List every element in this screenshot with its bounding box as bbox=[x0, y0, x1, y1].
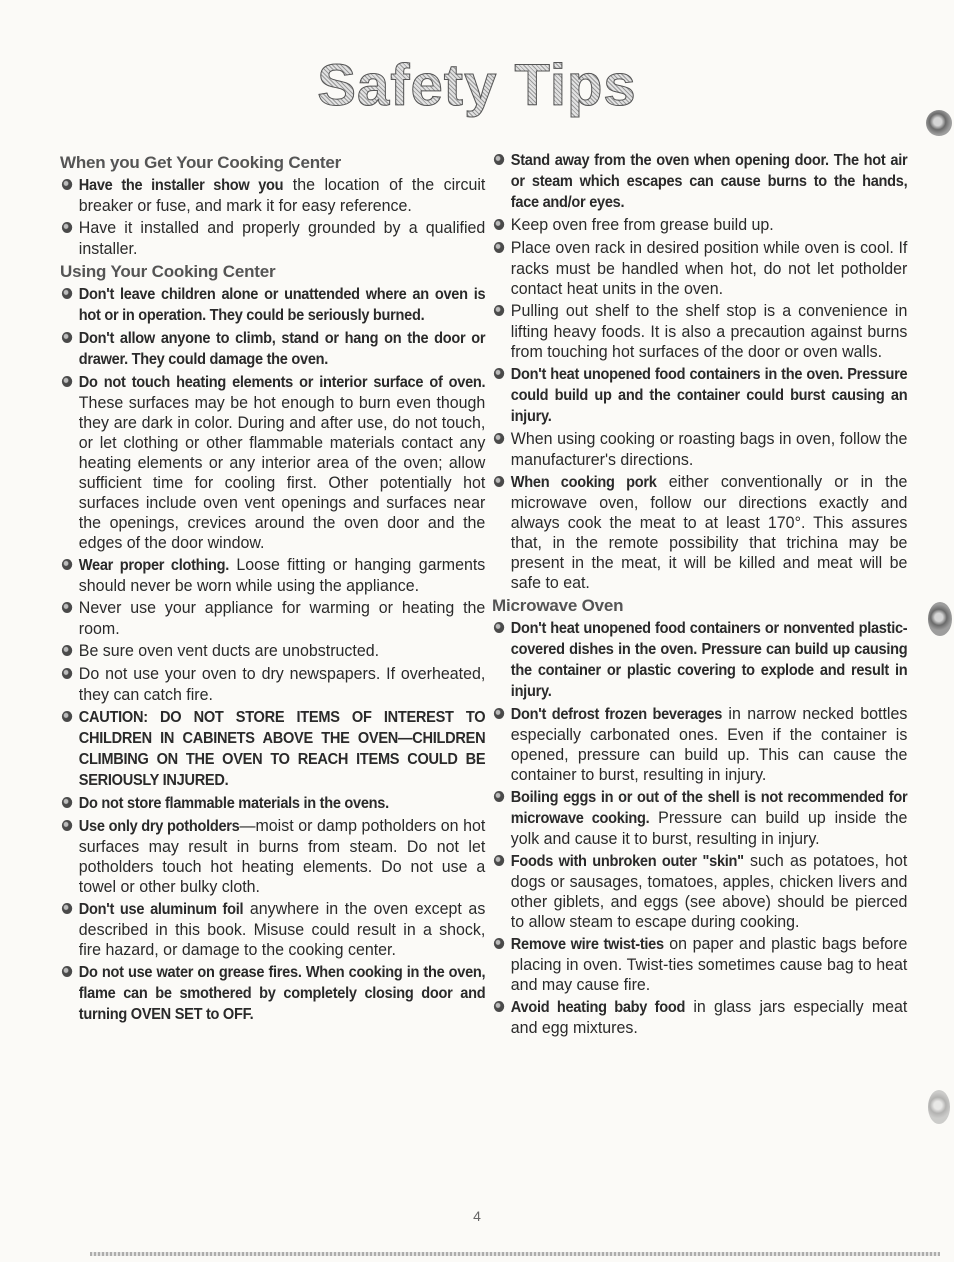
tip-item bbox=[60, 175, 485, 216]
tip-bold-text: Wear proper clothing. bbox=[78, 557, 230, 574]
left-column bbox=[60, 150, 486, 1027]
round-bullet-icon bbox=[494, 476, 504, 487]
tip-item bbox=[492, 618, 907, 702]
tip-bold-text: Boiling eggs in or out of the shell is not recommended for microwave cooking. bbox=[510, 789, 908, 827]
tip-text: on paper and plastic bags before placing in oven. Twist-ties sometimes cause bag to heat and may cause fire. bbox=[510, 934, 908, 994]
tip-item bbox=[492, 238, 907, 299]
scan-artifact-line bbox=[90, 1252, 940, 1256]
round-bullet-icon bbox=[494, 154, 504, 165]
tip-item bbox=[60, 899, 485, 960]
tip-text: the location of the circuit breaker or fuse, and mark it for easy reference. bbox=[78, 175, 486, 215]
tip-bold-text: Have the installer show you bbox=[78, 177, 284, 194]
tip-bold-text: Use only dry potholders bbox=[78, 818, 240, 835]
tip-bold-text: Do not touch heating elements or interior surface of oven. bbox=[78, 374, 486, 391]
tip-text: Do not use your oven to dry newspapers. If overheated, they can catch fire. bbox=[78, 664, 486, 704]
tip-item bbox=[60, 555, 485, 596]
round-bullet-icon bbox=[62, 645, 72, 656]
round-bullet-icon bbox=[494, 791, 504, 802]
tip-text: such as potatoes, hot dogs or sausages, tomatoes, apples, chicken livers and other giblets, and eggs (see above) should be pierced to allow steam to escape during cooking. bbox=[510, 851, 908, 931]
get-tips-list bbox=[60, 175, 486, 259]
round-bullet-icon bbox=[494, 855, 504, 866]
tip-bold-text: When cooking pork bbox=[510, 474, 657, 491]
tip-item bbox=[60, 284, 485, 326]
tip-text: Pressure can build up inside the yolk and cause it to burst, resulting in injury. bbox=[510, 808, 908, 848]
using-tips-list-right bbox=[492, 150, 908, 593]
tip-bold-text: Foods with unbroken outer "skin" bbox=[510, 853, 744, 870]
tip-bold-text: CAUTION: DO NOT STORE ITEMS OF INTEREST TO CHILDREN IN CABINETS ABOVE THE OVEN—CHILDREN CLIMBING ON THE OVEN TO REACH ITEMS COULD BE SERIOUSLY INJURED. bbox=[78, 709, 486, 789]
tip-item bbox=[492, 364, 907, 427]
tip-item bbox=[492, 429, 907, 470]
page-title: Safety Tips bbox=[0, 52, 954, 119]
round-bullet-icon bbox=[62, 179, 72, 190]
round-bullet-icon bbox=[494, 433, 504, 444]
tip-item bbox=[492, 301, 907, 362]
round-bullet-icon bbox=[62, 797, 72, 808]
tip-text: Have it installed and properly grounded by a qualified installer. bbox=[78, 218, 486, 258]
round-bullet-icon bbox=[494, 708, 504, 719]
page-number: 4 bbox=[473, 1208, 481, 1224]
round-bullet-icon bbox=[62, 559, 72, 570]
round-bullet-icon bbox=[62, 711, 72, 722]
round-bullet-icon bbox=[62, 820, 72, 831]
tip-bold-text: Don't allow anyone to climb, stand or hang on the door or drawer. They could damage the oven. bbox=[78, 330, 486, 368]
tip-item bbox=[492, 997, 907, 1038]
tip-bold-text: Do not store flammable materials in the ovens. bbox=[78, 795, 389, 812]
tip-bold-text: Don't heat unopened food containers or nonvented plastic-covered dishes in the oven. Pressure can build up causing the container or plastic covering to explode and result in injury. bbox=[510, 620, 908, 700]
tip-text: When using cooking or roasting bags in oven, follow the manufacturer's directions. bbox=[510, 429, 908, 469]
tip-item bbox=[492, 215, 907, 236]
round-bullet-icon bbox=[62, 903, 72, 914]
using-tips-list-left bbox=[60, 284, 486, 1025]
tip-bold-text: Don't heat unopened food containers in the oven. Pressure could build up and the container could burst causing an injury. bbox=[510, 366, 908, 425]
tip-bold-text: Don't leave children alone or unattended where an oven is hot or in operation. They could be seriously burned. bbox=[78, 286, 486, 324]
tip-item bbox=[60, 664, 485, 705]
round-bullet-icon bbox=[62, 966, 72, 977]
tip-text: in narrow necked bottles especially carbonated ones. Even if the container is opened, pressure can build up. This can cause the container to burst, resulting in injury. bbox=[510, 704, 908, 784]
tip-text: Pulling out shelf to the shelf stop is a convenience in lifting heavy foods. It is also a precaution against burns from touching hot surfaces of the door or oven walls. bbox=[510, 301, 908, 361]
tip-item bbox=[60, 598, 485, 639]
tip-item bbox=[60, 793, 485, 814]
round-bullet-icon bbox=[494, 938, 504, 949]
section-heading-get: When you Get Your Cooking Center bbox=[60, 153, 342, 172]
tip-item bbox=[60, 641, 485, 662]
round-bullet-icon bbox=[494, 305, 504, 316]
round-bullet-icon bbox=[62, 288, 72, 299]
tip-text: Keep oven free from grease build up. bbox=[510, 215, 774, 234]
tip-item bbox=[492, 472, 907, 593]
tip-text: Loose fitting or hanging garments should never be worn while using the appliance. bbox=[78, 555, 486, 595]
tip-bold-text: Remove wire twist-ties bbox=[510, 936, 664, 953]
tip-bold-text: Avoid heating baby food bbox=[510, 999, 686, 1016]
tip-bold-text: Don't use aluminum foil bbox=[78, 901, 244, 918]
right-column bbox=[492, 150, 908, 1040]
tip-item bbox=[492, 851, 907, 932]
tip-item bbox=[492, 787, 907, 849]
tip-item bbox=[60, 328, 485, 370]
tip-item bbox=[60, 816, 485, 897]
tip-item bbox=[60, 962, 485, 1025]
tip-text: Place oven rack in desired position while oven is cool. If racks must be handled when hot, do not let potholder contact heat units in the oven. bbox=[510, 238, 908, 298]
microwave-tips-list bbox=[492, 618, 908, 1038]
tip-bold-text: Don't defrost frozen beverages bbox=[510, 706, 723, 723]
tip-bold-text: Stand away from the oven when opening door. The hot air or steam which escapes can cause burns to the hands, face and/or eyes. bbox=[510, 152, 908, 211]
tip-item bbox=[60, 372, 485, 553]
tip-text: Be sure oven vent ducts are unobstructed. bbox=[78, 641, 380, 660]
tip-text: These surfaces may be hot enough to burn even though they are dark in color. During and after use, do not touch, or let clothing or other flammable materials contact any heating elements or any interior area of the oven; allow sufficient time for cooling first. Other potentially hot surfaces include oven vent openings and surfaces near the openings, crevices around the oven door and the edges of the door window. bbox=[78, 393, 486, 552]
tip-text: in glass jars especially meat and egg mixtures. bbox=[510, 997, 908, 1037]
round-bullet-icon bbox=[62, 332, 72, 343]
tip-text: —moist or damp potholders on hot surfaces may result in burns from steam. Do not let potholders touch hot heating elements. Do not use a towel or other bulky cloth. bbox=[78, 816, 486, 896]
round-bullet-icon bbox=[62, 668, 72, 679]
tip-item bbox=[492, 704, 907, 785]
round-bullet-icon bbox=[494, 368, 504, 379]
tip-text: either conventionally or in the microwave oven, follow our directions exactly and always cook the meat to at least 170°. This assures that, in the remote possibility that trichina may be present in the meat, it will be killed and meat will be safe to eat. bbox=[510, 472, 908, 592]
tip-item bbox=[492, 150, 907, 213]
tip-text: anywhere in the oven except as described in this book. Misuse could result in a shock, fire hazard, or damage to the cooking center. bbox=[78, 899, 486, 959]
binder-tab-mark-icon bbox=[928, 602, 952, 636]
tip-item bbox=[60, 218, 485, 259]
section-heading-microwave: Microwave Oven bbox=[492, 596, 624, 615]
round-bullet-icon bbox=[494, 242, 504, 253]
round-bullet-icon bbox=[494, 622, 504, 633]
round-bullet-icon bbox=[62, 376, 72, 387]
round-bullet-icon bbox=[494, 1001, 504, 1012]
binder-tab-mark-icon bbox=[928, 1090, 950, 1124]
round-bullet-icon bbox=[62, 222, 72, 233]
binder-tab-mark-icon bbox=[926, 110, 952, 136]
tip-text: Never use your appliance for warming or heating the room. bbox=[78, 598, 486, 638]
round-bullet-icon bbox=[494, 219, 504, 230]
tip-item bbox=[60, 707, 485, 791]
section-heading-using: Using Your Cooking Center bbox=[60, 262, 276, 281]
round-bullet-icon bbox=[62, 602, 72, 613]
tip-bold-text: Do not use water on grease fires. When cooking in the oven, flame can be smothered by completely closing door and turning OVEN SET to OFF. bbox=[78, 964, 486, 1023]
tip-item bbox=[492, 934, 907, 995]
